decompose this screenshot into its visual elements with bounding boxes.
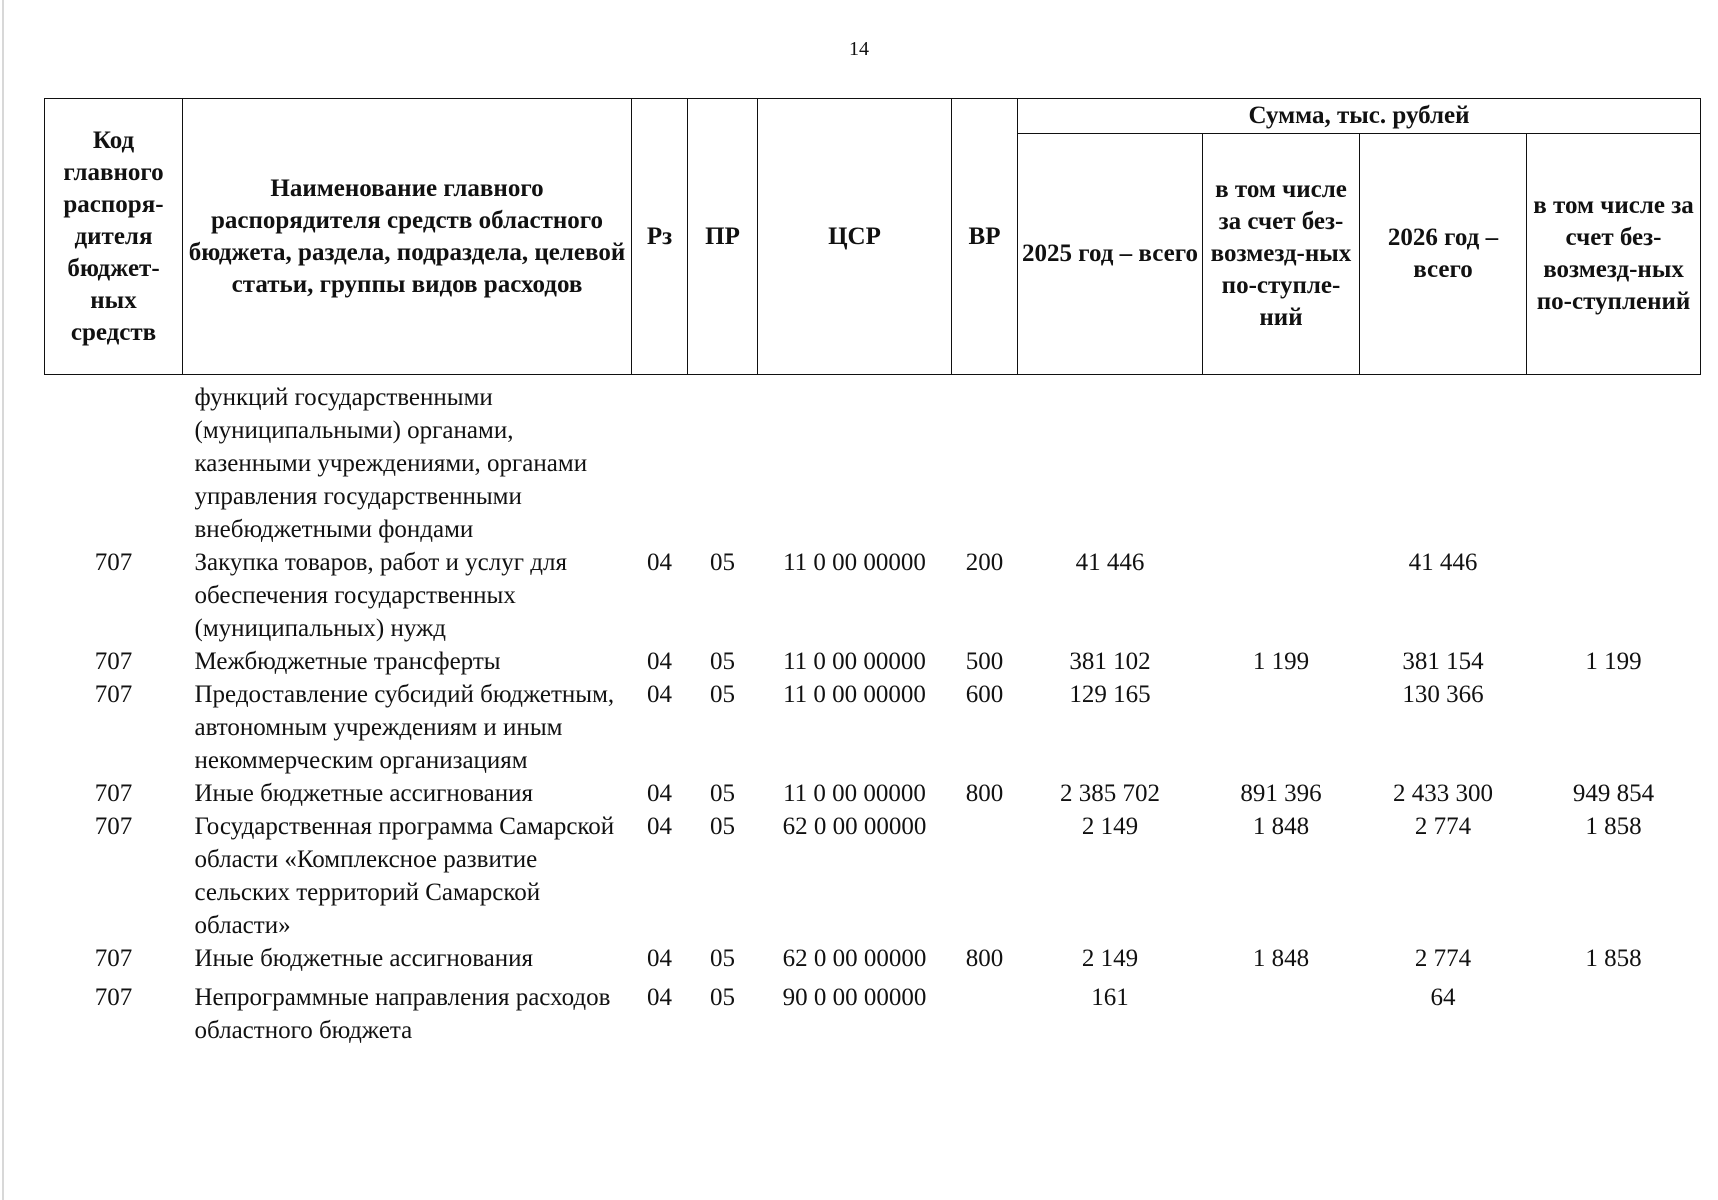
cell-sum-2025: 2 385 702 [1060, 780, 1160, 807]
cell-kod: 707 [94, 984, 133, 1011]
cell-pr: 05 [710, 984, 735, 1011]
cell-sum-2026: 2 433 300 [1393, 780, 1493, 807]
cell-free-2026: 1 858 [1585, 813, 1642, 840]
cell-sum-2025: 2 149 [1081, 813, 1139, 840]
cell-name: Государственная программа Самарской области «Комплексное развитие сельских территорий Самарской области» [194, 813, 615, 939]
table-row [45, 777, 1701, 810]
cell-rz: 04 [647, 945, 672, 972]
cell-sum-2026: 64 [1430, 984, 1456, 1011]
cell-kod: 707 [94, 648, 133, 675]
cell-csr: 11 0 00 00000 [783, 648, 926, 675]
cell-kod [45, 375, 183, 547]
budget-table [44, 98, 1701, 1047]
page-number: 14 [849, 38, 869, 60]
cell-sum-2026 [1360, 375, 1527, 547]
cell-csr: 11 0 00 00000 [783, 681, 926, 708]
cell-vr: 600 [965, 681, 1004, 708]
cell-sum-2025 [1018, 375, 1203, 547]
scan-left-edge [2, 0, 4, 1200]
header-kod: Код главного распоря-дителя бюджет-ных средств [45, 99, 183, 375]
cell-rz: 04 [647, 681, 672, 708]
cell-sum-2026: 2 774 [1414, 945, 1472, 972]
table-row [45, 810, 1701, 942]
cell-pr: 05 [710, 945, 735, 972]
cell-free-2026: 949 854 [1572, 780, 1655, 807]
cell-vr [952, 810, 1018, 942]
cell-rz: 04 [647, 813, 672, 840]
table-row [45, 975, 1701, 1047]
cell-sum-2025: 2 149 [1081, 945, 1139, 972]
cell-sum-2026: 2 774 [1414, 813, 1472, 840]
table-row [45, 645, 1701, 678]
cell-csr: 90 0 00 00000 [782, 984, 927, 1011]
cell-free-2025: 1 848 [1252, 945, 1310, 972]
header-sum-group: Сумма, тыс. рублей [1018, 99, 1701, 134]
cell-name: Иные бюджетные ассигнования [194, 945, 534, 972]
table-row [45, 942, 1701, 975]
cell-kod: 707 [94, 549, 133, 576]
cell-sum-2025: 41 446 [1075, 549, 1145, 576]
cell-pr: 05 [710, 681, 735, 708]
cell-name: Межбюджетные трансферты [194, 648, 501, 675]
cell-sum-2026: 41 446 [1408, 549, 1478, 576]
cell-name: функций государственными (муниципальными) органами, казенными учреждениями, органами управления государственными внебюджетными фондами [194, 384, 588, 543]
cell-free-2026 [1527, 375, 1701, 547]
header-sum-2026: 2026 год – всего [1360, 134, 1527, 375]
header-rz: Рз [632, 99, 688, 375]
cell-free-2026: 1 858 [1585, 945, 1642, 972]
cell-sum-2025: 129 165 [1069, 681, 1151, 708]
header-sum-2025: 2025 год – всего [1018, 134, 1203, 375]
cell-csr: 62 0 00 00000 [782, 813, 927, 840]
header-free-2025: в том числе за счет без-возмезд-ных по-ступле-ний [1203, 134, 1360, 375]
cell-rz: 04 [647, 984, 672, 1011]
cell-pr: 05 [710, 813, 735, 840]
cell-sum-2025: 161 [1091, 984, 1129, 1011]
cell-kod: 707 [94, 813, 133, 840]
cell-name: Закупка товаров, работ и услуг для обеспечения государственных (муниципальных) нужд [194, 549, 567, 642]
cell-pr [688, 375, 758, 547]
cell-kod: 707 [94, 780, 133, 807]
cell-name: Непрограммные направления расходов областного бюджета [194, 984, 611, 1044]
cell-rz: 04 [647, 780, 672, 807]
cell-vr: 500 [965, 648, 1004, 675]
cell-kod: 707 [94, 681, 133, 708]
cell-csr: 11 0 00 00000 [783, 549, 926, 576]
cell-free-2026 [1527, 546, 1701, 645]
cell-kod: 707 [94, 945, 133, 972]
cell-vr: 800 [965, 780, 1004, 807]
cell-pr: 05 [710, 780, 735, 807]
cell-vr [952, 975, 1018, 1047]
header-vr: ВР [952, 99, 1018, 375]
table-header [45, 99, 1701, 375]
cell-name: Иные бюджетные ассигнования [194, 780, 534, 807]
cell-sum-2025: 381 102 [1069, 648, 1151, 675]
table-body [45, 375, 1701, 1048]
cell-vr: 800 [965, 945, 1004, 972]
cell-free-2025: 1 199 [1252, 648, 1310, 675]
table-row [45, 546, 1701, 645]
cell-csr: 62 0 00 00000 [782, 945, 927, 972]
cell-vr [952, 375, 1018, 547]
cell-free-2026 [1527, 975, 1701, 1047]
cell-pr: 05 [710, 648, 735, 675]
cell-free-2026 [1527, 678, 1701, 777]
header-pr: ПР [688, 99, 758, 375]
cell-name: Предоставление субсидий бюджетным, автономным учреждениям и иным некоммерческим организациям [194, 681, 615, 774]
cell-sum-2026: 130 366 [1402, 681, 1484, 708]
cell-rz [632, 375, 688, 547]
header-csr: ЦСР [758, 99, 952, 375]
cell-rz: 04 [647, 648, 672, 675]
cell-free-2026: 1 199 [1585, 648, 1642, 675]
cell-free-2025 [1203, 975, 1360, 1047]
cell-pr: 05 [710, 549, 735, 576]
cell-vr: 200 [965, 549, 1004, 576]
cell-free-2025 [1203, 375, 1360, 547]
cell-csr: 11 0 00 00000 [783, 780, 926, 807]
cell-free-2025 [1203, 546, 1360, 645]
cell-sum-2026: 381 154 [1402, 648, 1484, 675]
cell-rz: 04 [647, 549, 672, 576]
table-row [45, 678, 1701, 777]
cell-free-2025: 1 848 [1252, 813, 1310, 840]
cell-csr [758, 375, 952, 547]
table-row [45, 375, 1701, 547]
header-free-2026: в том числе за счет без-возмезд-ных по-ступлений [1527, 134, 1701, 375]
header-name: Наименование главного распорядителя средств областного бюджета, раздела, подраздела, целевой статьи, группы видов расходов [183, 99, 632, 375]
cell-free-2025: 891 396 [1240, 780, 1322, 807]
cell-free-2025 [1203, 678, 1360, 777]
